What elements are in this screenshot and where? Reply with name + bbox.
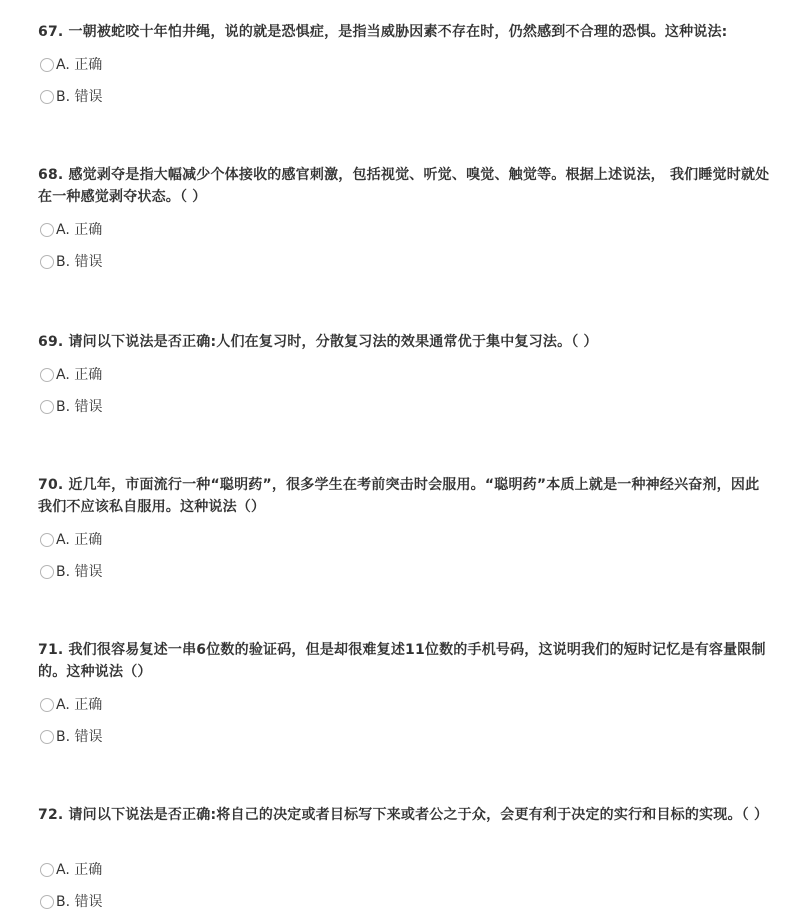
option-label: A. 正确 <box>56 222 103 238</box>
option-label: A. 正确 <box>56 862 103 878</box>
option-label: B. 错误 <box>56 729 103 745</box>
option-a-correct[interactable] <box>38 55 102 75</box>
question-69 <box>38 331 772 415</box>
option-label: A. 正确 <box>56 367 103 383</box>
option-label: B. 错误 <box>56 894 103 910</box>
option-b-wrong[interactable] <box>38 727 103 747</box>
question-72 <box>38 804 772 910</box>
radio-button-icon[interactable] <box>40 698 54 712</box>
option-b-wrong[interactable] <box>38 892 103 912</box>
radio-button-icon[interactable] <box>40 400 54 414</box>
option-b-wrong[interactable] <box>38 252 103 272</box>
option-a-correct[interactable] <box>38 220 102 240</box>
question-text: 69. 请问以下说法是否正确:人们在复习时，分散复习法的效果通常优于集中复习法。（ ） <box>38 334 598 350</box>
option-label: A. 正确 <box>56 697 103 713</box>
radio-button-icon[interactable] <box>40 223 54 237</box>
question-text: 72. 请问以下说法是否正确:将自己的决定或者目标写下来或者公之于众，会更有利于决定的实行和目标的实现。（ ） <box>38 807 769 823</box>
radio-button-icon[interactable] <box>40 730 54 744</box>
option-a-correct[interactable] <box>38 860 102 880</box>
option-b-wrong[interactable] <box>38 87 103 107</box>
question-68 <box>38 164 772 270</box>
option-b-wrong[interactable] <box>38 562 103 582</box>
option-a-correct[interactable] <box>38 365 102 385</box>
question-70 <box>38 474 772 580</box>
radio-button-icon[interactable] <box>40 533 54 547</box>
option-label: B. 错误 <box>56 89 103 105</box>
question-text: 71. 我们很容易复述一串6位数的验证码，但是却很难复述11位数的手机号码，这说明我们的短时记忆是有容量限制的。这种说法（） <box>38 642 766 680</box>
radio-button-icon[interactable] <box>40 90 54 104</box>
question-text: 70. 近几年，市面流行一种“聪明药”，很多学生在考前突击时会服用。“聪明药”本质上就是一种神经兴奋剂，因此我们不应该私自服用。这种说法（） <box>38 477 760 515</box>
option-a-correct[interactable] <box>38 530 102 550</box>
radio-button-icon[interactable] <box>40 565 54 579</box>
option-a-correct[interactable] <box>38 695 102 715</box>
radio-button-icon[interactable] <box>40 255 54 269</box>
radio-button-icon[interactable] <box>40 58 54 72</box>
question-text: 68. 感觉剥夺是指大幅减少个体接收的感官刺激，包括视觉、听觉、嗅觉、触觉等。根据上述说法， 我们睡觉时就处在一种感觉剥夺状态。（ ） <box>38 167 770 205</box>
option-label: A. 正确 <box>56 57 103 73</box>
option-label: B. 错误 <box>56 399 103 415</box>
radio-button-icon[interactable] <box>40 368 54 382</box>
option-label: A. 正确 <box>56 532 103 548</box>
radio-button-icon[interactable] <box>40 863 54 877</box>
radio-button-icon[interactable] <box>40 895 54 909</box>
question-text: 67. 一朝被蛇咬十年怕井绳，说的就是恐惧症，是指当威胁因素不存在时，仍然感到不合理的恐惧。这种说法: <box>38 24 728 40</box>
option-label: B. 错误 <box>56 254 103 270</box>
option-label: B. 错误 <box>56 564 103 580</box>
question-71 <box>38 639 772 745</box>
question-67 <box>38 21 772 105</box>
option-b-wrong[interactable] <box>38 397 103 417</box>
